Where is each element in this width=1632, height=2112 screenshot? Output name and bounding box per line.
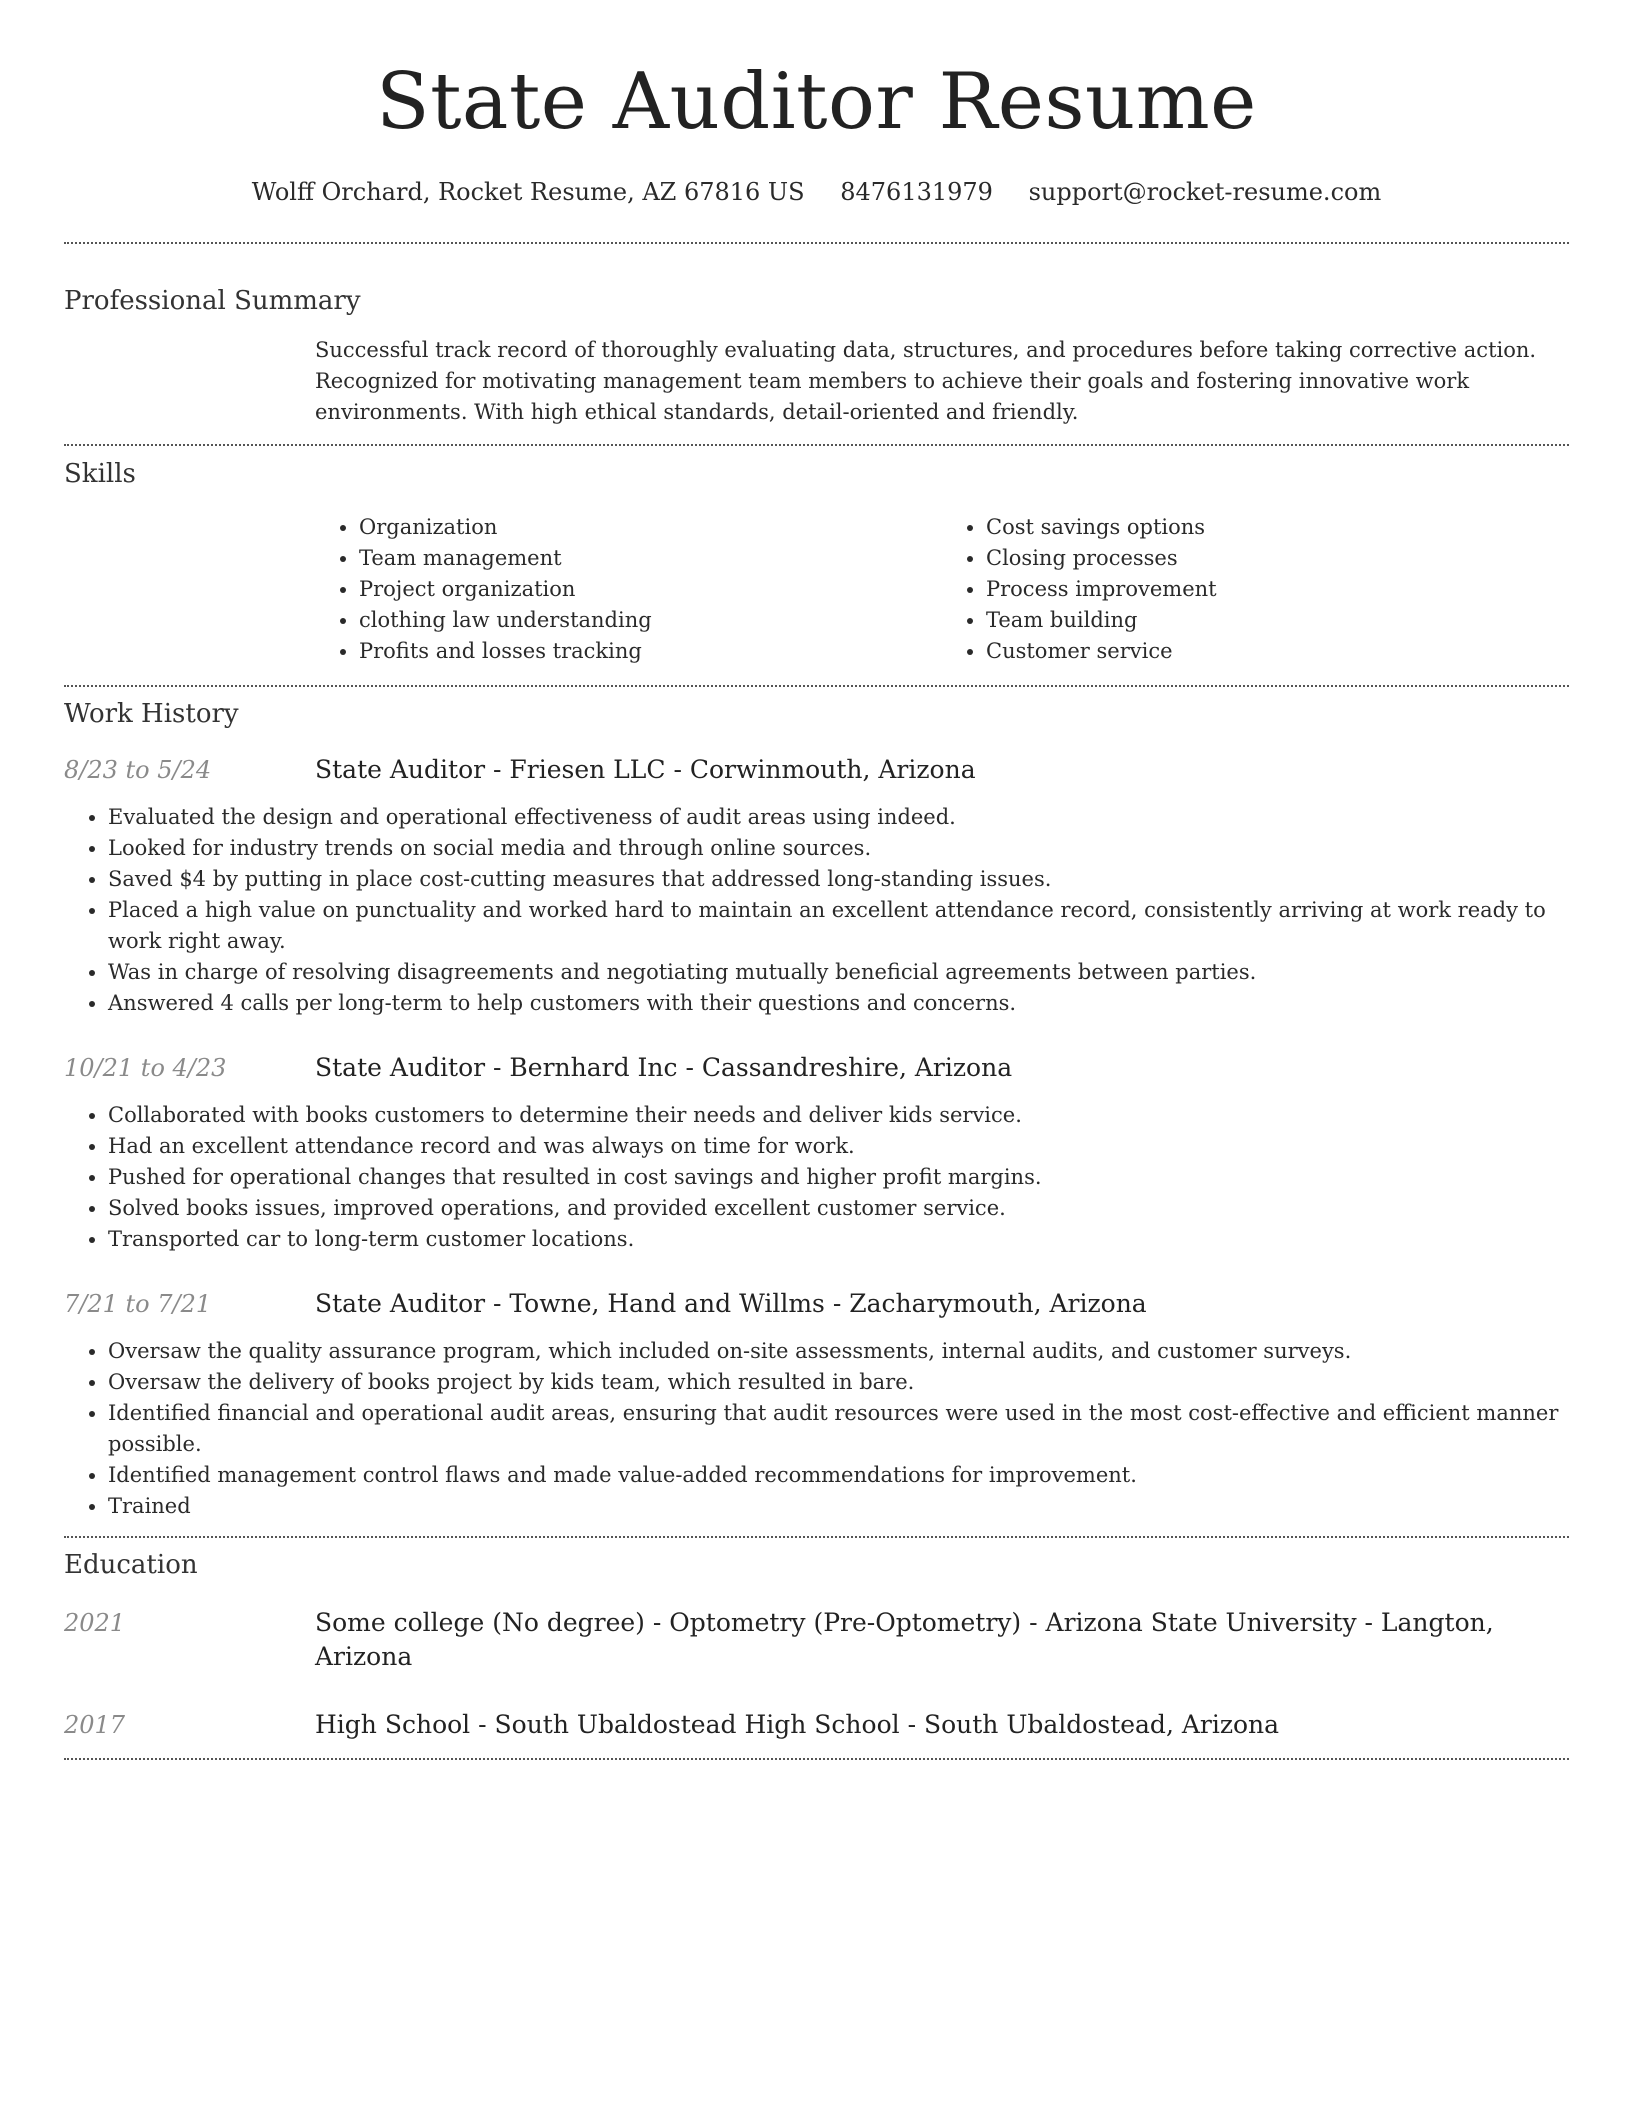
job-bullets bbox=[64, 1336, 1569, 1522]
work-section bbox=[64, 697, 1569, 1522]
job-bullet: • Saved $4 by putting in place cost-cutting measures that addressed long-standing issues. bbox=[108, 864, 1569, 895]
job-bullet: • Collaborated with books customers to determine their needs and deliver kids service. bbox=[108, 1100, 1569, 1131]
job-bullet: • Had an excellent attendance record and was always on time for work. bbox=[108, 1131, 1569, 1162]
skills-grid bbox=[315, 512, 1569, 667]
divider bbox=[64, 685, 1569, 687]
education-title: High School - South Ubaldostead High School - South Ubaldostead, Arizona bbox=[315, 1710, 1280, 1739]
job-dates: 10/21 to 4/23 bbox=[64, 1054, 227, 1082]
job-bullet: • Transported car to long-term customer locations. bbox=[108, 1224, 1569, 1255]
job-title: State Auditor - Bernhard Inc - Cassandreshire, Arizona bbox=[315, 1053, 1013, 1082]
skills-list-right bbox=[942, 512, 1569, 667]
skill-item: • Process improvement bbox=[986, 574, 1569, 605]
job-bullets bbox=[64, 1100, 1569, 1255]
job-header bbox=[64, 1287, 1569, 1321]
education-year: 2017 bbox=[64, 1711, 126, 1739]
skills-section bbox=[64, 457, 1569, 667]
job-bullet: • Identified management control flaws and made value-added recommendations for improvement. bbox=[108, 1460, 1569, 1491]
skill-item: • Closing processes bbox=[986, 543, 1569, 574]
education-year: 2021 bbox=[64, 1609, 126, 1637]
job-bullet: • Pushed for operational changes that resulted in cost savings and higher profit margins. bbox=[108, 1162, 1569, 1193]
job-title: State Auditor - Friesen LLC - Corwinmouth, Arizona bbox=[315, 755, 976, 784]
section-heading-skills: Skills bbox=[64, 459, 136, 489]
skill-item: • clothing law understanding bbox=[359, 605, 942, 636]
contact-address: Wolff Orchard, Rocket Resume, AZ 67816 US bbox=[251, 178, 805, 206]
divider bbox=[64, 1758, 1569, 1760]
skill-item: • Profits and losses tracking bbox=[359, 636, 942, 667]
job-bullet: • Evaluated the design and operational effectiveness of audit areas using indeed. bbox=[108, 802, 1569, 833]
skill-item: • Project organization bbox=[359, 574, 942, 605]
skill-item: • Team management bbox=[359, 543, 942, 574]
job-bullet: • Oversaw the delivery of books project by kids team, which resulted in bare. bbox=[108, 1367, 1569, 1398]
job-entry bbox=[64, 753, 1569, 1019]
section-heading-summary: Professional Summary bbox=[64, 286, 361, 316]
job-bullets bbox=[64, 802, 1569, 1019]
job-title: State Auditor - Towne, Hand and Willms - Zacharymouth, Arizona bbox=[315, 1289, 1147, 1318]
skill-item: • Customer service bbox=[986, 636, 1569, 667]
divider bbox=[64, 444, 1569, 446]
resume-page bbox=[64, 0, 1569, 1760]
contact-line bbox=[64, 172, 1569, 212]
section-heading-education: Education bbox=[64, 1550, 198, 1580]
contact-email: support@rocket-resume.com bbox=[1028, 178, 1382, 206]
job-header bbox=[64, 1051, 1569, 1085]
job-bullet: • Answered 4 calls per long-term to help customers with their questions and concerns. bbox=[108, 988, 1569, 1019]
contact-phone: 8476131979 bbox=[840, 178, 993, 206]
job-dates: 7/21 to 7/21 bbox=[64, 1290, 212, 1318]
skills-list-left bbox=[315, 512, 942, 667]
job-bullet: • Oversaw the quality assurance program, which included on-site assessments, internal audits, and customer surveys. bbox=[108, 1336, 1569, 1367]
divider bbox=[64, 1536, 1569, 1538]
job-entry bbox=[64, 1287, 1569, 1522]
job-bullet: • Identified financial and operational audit areas, ensuring that audit resources were used in the most cost-effective and efficient manner possible. bbox=[108, 1398, 1569, 1460]
job-bullet: • Solved books issues, improved operations, and provided excellent customer service. bbox=[108, 1193, 1569, 1224]
divider bbox=[64, 242, 1569, 244]
education-section bbox=[64, 1548, 1569, 1742]
job-bullet: • Trained bbox=[108, 1491, 1569, 1522]
section-heading-work: Work History bbox=[64, 699, 239, 729]
skill-item: • Organization bbox=[359, 512, 942, 543]
summary-section bbox=[64, 284, 1569, 428]
education-entry bbox=[64, 1708, 1569, 1742]
job-bullet: • Placed a high value on punctuality and worked hard to maintain an excellent attendance record, consistently arriving at work ready to work right away. bbox=[108, 895, 1569, 957]
job-entry bbox=[64, 1051, 1569, 1255]
education-entry bbox=[64, 1606, 1569, 1674]
skill-item: • Team building bbox=[986, 605, 1569, 636]
job-dates: 8/23 to 5/24 bbox=[64, 756, 212, 784]
job-header bbox=[64, 753, 1569, 787]
summary-text: Successful track record of thoroughly evaluating data, structures, and procedures before taking corrective action. Recognized for motivating management team members to achieve their goals and fostering innovative work environments. With high ethical standards, detail-oriented and friendly. bbox=[315, 338, 1537, 424]
resume-title: State Auditor Resume bbox=[376, 57, 1257, 147]
job-bullet: • Looked for industry trends on social media and through online sources. bbox=[108, 833, 1569, 864]
education-title: Some college (No degree) - Optometry (Pre-Optometry) - Arizona State University - Langton, Arizona bbox=[315, 1608, 1494, 1671]
skill-item: • Cost savings options bbox=[986, 512, 1569, 543]
job-bullet: • Was in charge of resolving disagreements and negotiating mutually beneficial agreements between parties. bbox=[108, 957, 1569, 988]
